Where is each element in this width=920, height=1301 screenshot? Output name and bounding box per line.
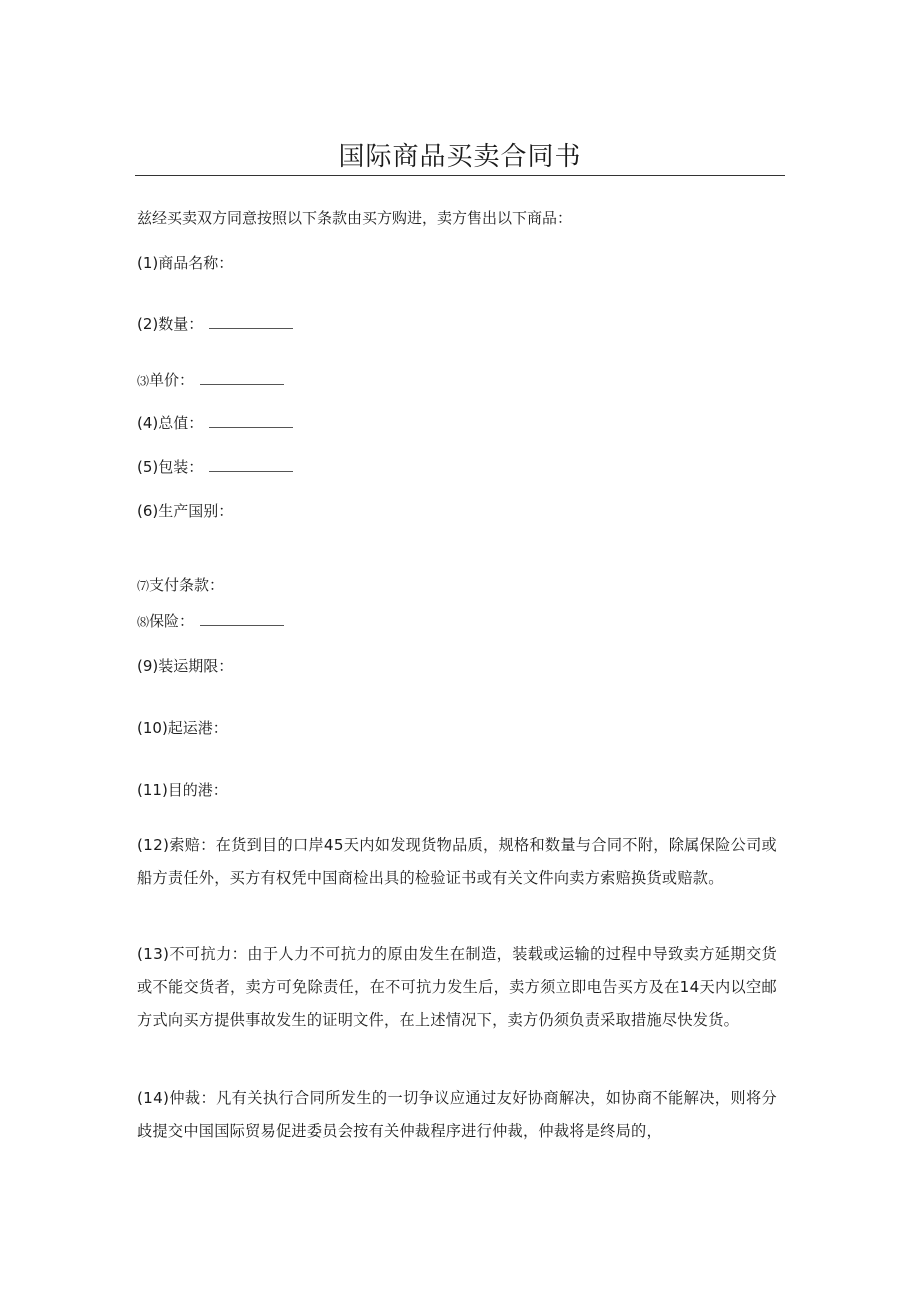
clause-force-majeure: (13)不可抗力：由于人力不可抗力的原由发生在制造，装载或运输的过程中导致卖方延期交货或不能交货者，卖方可免除责任，在不可抗力发生后，卖方须立即电告买方及在14天内以空邮方式向买方提供事故发生的证明文件，在上述情况下，卖方仍须负责采取措施尽快发货。 — [137, 945, 777, 1029]
item-shipment: (9)装运期限： — [137, 657, 234, 675]
item-payment-number: ⑺ — [137, 579, 150, 593]
quantity-blank — [209, 314, 293, 329]
clause-claims: (12)索赔：在货到目的口岸45天内如发现货物品质，规格和数量与合同不附，除属保险公司或船方责任外，买方有权凭中国商检出具的检验证书或有关文件向卖方索赔换货或赔款。 — [137, 836, 777, 887]
document-title: 国际商品买卖合同书 — [338, 142, 582, 172]
packing-blank — [209, 457, 293, 472]
item-total-label: (4)总值： — [137, 414, 204, 432]
insurance-blank — [200, 611, 284, 626]
item-unit-price-number: ⑶ — [137, 374, 150, 388]
clause-arbitration: (14)仲裁：凡有关执行合同所发生的一切争议应通过友好协商解决，如协商不能解决，则将分歧提交中国国际贸易促进委员会按有关仲裁程序进行仲裁，仲裁将是终局的， — [137, 1089, 777, 1140]
item-payment-label: 支付条款： — [149, 576, 225, 594]
unit-price-blank — [200, 370, 284, 385]
item-insurance-label: 保险： — [149, 612, 195, 630]
item-port-destination: (11)目的港： — [137, 781, 228, 799]
intro-text: 兹经买卖双方同意按照以下条款由买方购进，卖方售出以下商品： — [137, 209, 573, 227]
item-origin: (6)生产国别： — [137, 502, 234, 520]
item-payment — [137, 574, 787, 597]
item-packing — [137, 456, 787, 478]
item-insurance — [137, 610, 787, 633]
title-underline — [135, 175, 785, 176]
item-port-loading: (10)起运港： — [137, 719, 228, 737]
item-quantity-label: (2)数量： — [137, 315, 204, 333]
item-insurance-number: ⑻ — [137, 615, 150, 629]
item-unit-price-label: 单价： — [149, 371, 195, 389]
item-product-name: (1)商品名称： — [137, 254, 234, 272]
total-blank — [209, 413, 293, 428]
item-quantity — [137, 313, 787, 335]
item-packing-label: (5)包装： — [137, 458, 204, 476]
item-unit-price — [137, 369, 787, 392]
item-total — [137, 412, 787, 434]
